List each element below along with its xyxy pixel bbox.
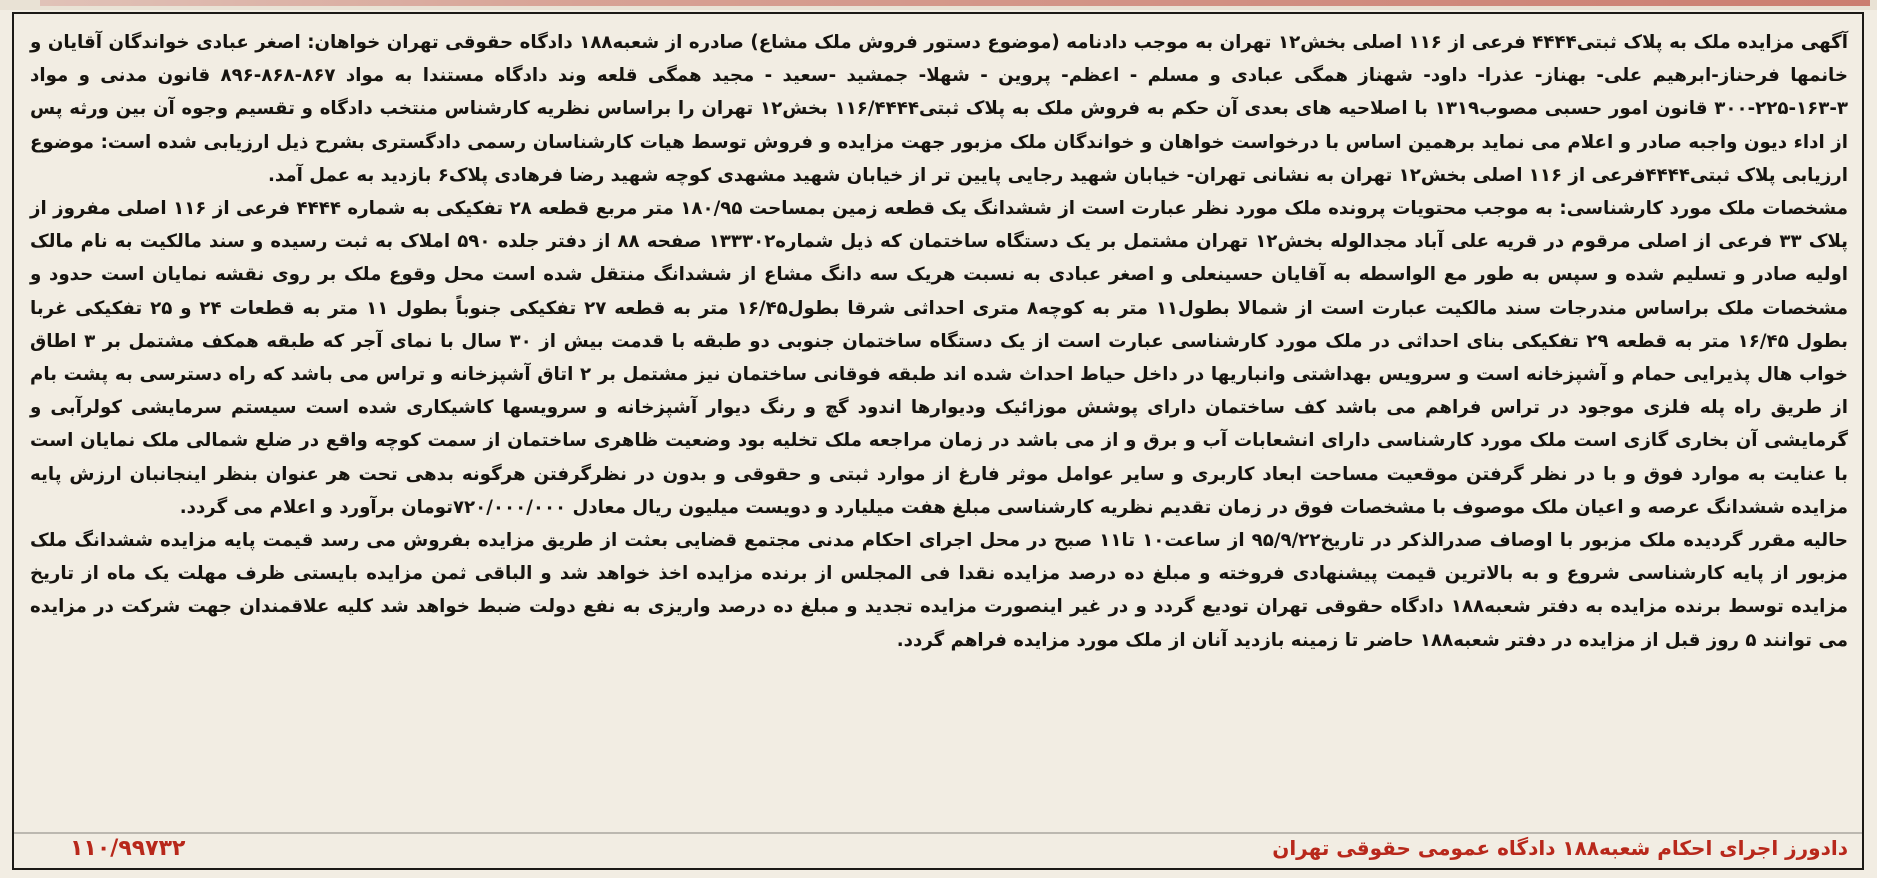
red-header-strip (40, 0, 1870, 6)
notice-body (30, 26, 1848, 657)
notice-footer (30, 836, 1848, 866)
ad-number: ۱۱۰/۹۹۷۳۲ (70, 836, 186, 861)
notice-intro-paragraph: آگهی مزایده ملک به پلاک ثبتی۴۴۴۴ فرعی از ۱۱۶ اصلی بخش۱۲ تهران به موجب دادنامه (موضوع دستور فروش ملک مشاع) صادره از شعبه۱۸۸ دادگاه حقوقی تهران خواهان: اصغر عبادی خواندگان آقایان و خانمها فرحناز-ابرهیم علی- بهناز- عذرا- داود- شهناز همگی عبادی و مسلم - اعظم- پروین - شهلا- جمشید -سعید - مجید همگی قلعه وند دادگاه مستندا به مواد ۸۶۷-۸۶۸-۸۹۶ قانون مدنی و مواد ۳-۱۶۳-۲۲۵-۳۰۰ قانون امور حسبی مصوب۱۳۱۹ با اصلاحیه های بعدی آن حکم به فروش ملک به پلاک ثبتی۱۱۶/۴۴۴۴ بخش۱۲ تهران را براساس نظریه کارشناس منتخب دادگاه و تقسیم وجوه آن بین ورثه پس از اداء دیون واجبه صادر و اعلام می نماید برهمین اساس با درخواست خواهان و خواندگان ملک مزبور جهت مزایده و فروش توسط هیات کارشناسان رسمی دادگستری بشرح ذیل ارزیابی شده است: موضوع ارزیابی پلاک ثبتی۴۴۴۴فرعی از ۱۱۶ اصلی بخش۱۲ تهران به نشانی تهران- خیابان شهید رجایی پایین تر از خیابان شهید مشهدی کوچه شهید رضا فرهادی پلاک۶ بازدید به عمل آمد. (30, 32, 1848, 186)
signature-text: دادورز اجرای احکام شعبه۱۸۸ دادگاه عمومی حقوقی تهران (1272, 836, 1848, 860)
footer-divider (12, 832, 1864, 834)
notice-expert-report-paragraph: مشخصات ملک مورد کارشناسی: به موجب محتویات پرونده ملک مورد نظر عبارت است از ششدانگ یک قطعه زمین بمساحت ۱۸۰/۹۵ متر مربع قطعه ۲۸ تفکیکی به شماره ۴۴۴۴ فرعی از ۱۱۶ اصلی مفروز از پلاک ۳۳ فرعی از اصلی مرقوم در قریه علی آباد مجدالوله بخش۱۲ تهران مشتمل بر یک دستگاه ساختمان که ذیل شماره۱۳۳۳۰۲ صفحه ۸۸ از دفتر جلده ۵۹۰ املاک به ثبت رسیده و سند مالکیت به نام مالک اولیه صادر و تسلیم شده و سپس به طور مع الواسطه به آقایان حسینعلی و اصغر عبادی به نسبت هریک سه دانگ مشاع از ششدانگ منتقل شده است محل وقوع ملک بر روی نقشه نمایان است حدود و مشخصات ملک براساس مندرجات سند مالکیت عبارت است از شمالا بطول۱۱ متر به کوچه۸ متری احداثی شرقا بطول۱۶/۴۵ متر به قطعه ۲۷ تفکیکی جنوباً بطول ۱۱ متر به قطعات ۲۴ و ۲۵ تفکیکی غربا بطول ۱۶/۴۵ متر به قطعه ۲۹ تفکیکی بنای احداثی در ملک مورد کارشناسی عبارت است از یک دستگاه ساختمان جنوبی دو طبقه با قدمت بیش از ۳۰ سال با نمای آجر که طبقه همکف مشتمل بر ۳ اطاق خواب هال پذیرایی حمام و آشپزخانه است و سرویس بهداشتی وانباریها در داخل حیاط احداث شده اند طبقه فوقانی ساختمان نیز مشتمل بر ۲ اتاق آشپزخانه و تراس می باشد که راه دسترسی به پشت بام از طریق راه پله فلزی موجود در تراس فراهم می باشد کف ساختمان دارای پوشش موزائیک ودیوارها اندود گچ و رنگ دیوار آشپزخانه و سرویسها کاشیکاری شده است سیستم سرمایشی کولرآبی و گرمایشی آن بخاری گازی است ملک مورد کارشناسی دارای انشعابات آب و برق و از می باشد در زمان مراجعه ملک تخلیه بود وضعیت ظاهری ساختمان از سمت کوچه واقع در ضلع شمالی ملک نمایان است با عنایت به موارد فوق و با در نظر گرفتن موقعیت مساحت ابعاد کاربری و سایر عوامل موثر فارغ از موارد ثبتی و حقوقی و بدون در نظرگرفتن هرگونه بدهی تحت هر عنوان بنظر اینجانبان ارزش پایه مزایده ششدانگ عرصه و اعیان ملک موصوف با مشخصات فوق در زمان تقدیم نظریه کارشناسی مبلغ هفت میلیارد و دویست میلیون ریال معادل ۷۲۰/۰۰۰/۰۰۰تومان برآورد و اعلام می گردد. (30, 198, 1849, 518)
notice-auction-terms-paragraph: حالیه مقرر گردیده ملک مزبور با اوصاف صدرالذکر در تاریخ۹۵/۹/۲۲ از ساعت۱۰ تا۱۱ صبح در محل اجرای احکام مدنی مجتمع قضایی بعثت از طریق مزایده بفروش می رسد قیمت پایه مزایده ششدانگ ملک مزبور از پایه کارشناسی شروع و به بالاترین قیمت پیشنهادی فروخته و مبلغ ده درصد مزایده نقدا فی المجلس از برنده مزایده اخذ خواهد شد و الباقی ثمن مزایده بایستی ظرف مهلت یک ماه از تاریخ مزایده توسط برنده مزایده به دفتر شعبه۱۸۸ دادگاه حقوقی تهران تودیع گردد و در غیر اینصورت مزایده تجدید و مبلغ ده درصد واریزی به نفع دولت ضبط خواهد شد کلیه علاقمندان جهت شرکت در مزایده می توانند ۵ روز قبل از مزایده در دفتر شعبه۱۸۸ حاضر تا زمینه بازدید آنان از ملک مورد مزایده فراهم گردد. (30, 530, 1849, 651)
top-clipped-header (0, 0, 1877, 10)
